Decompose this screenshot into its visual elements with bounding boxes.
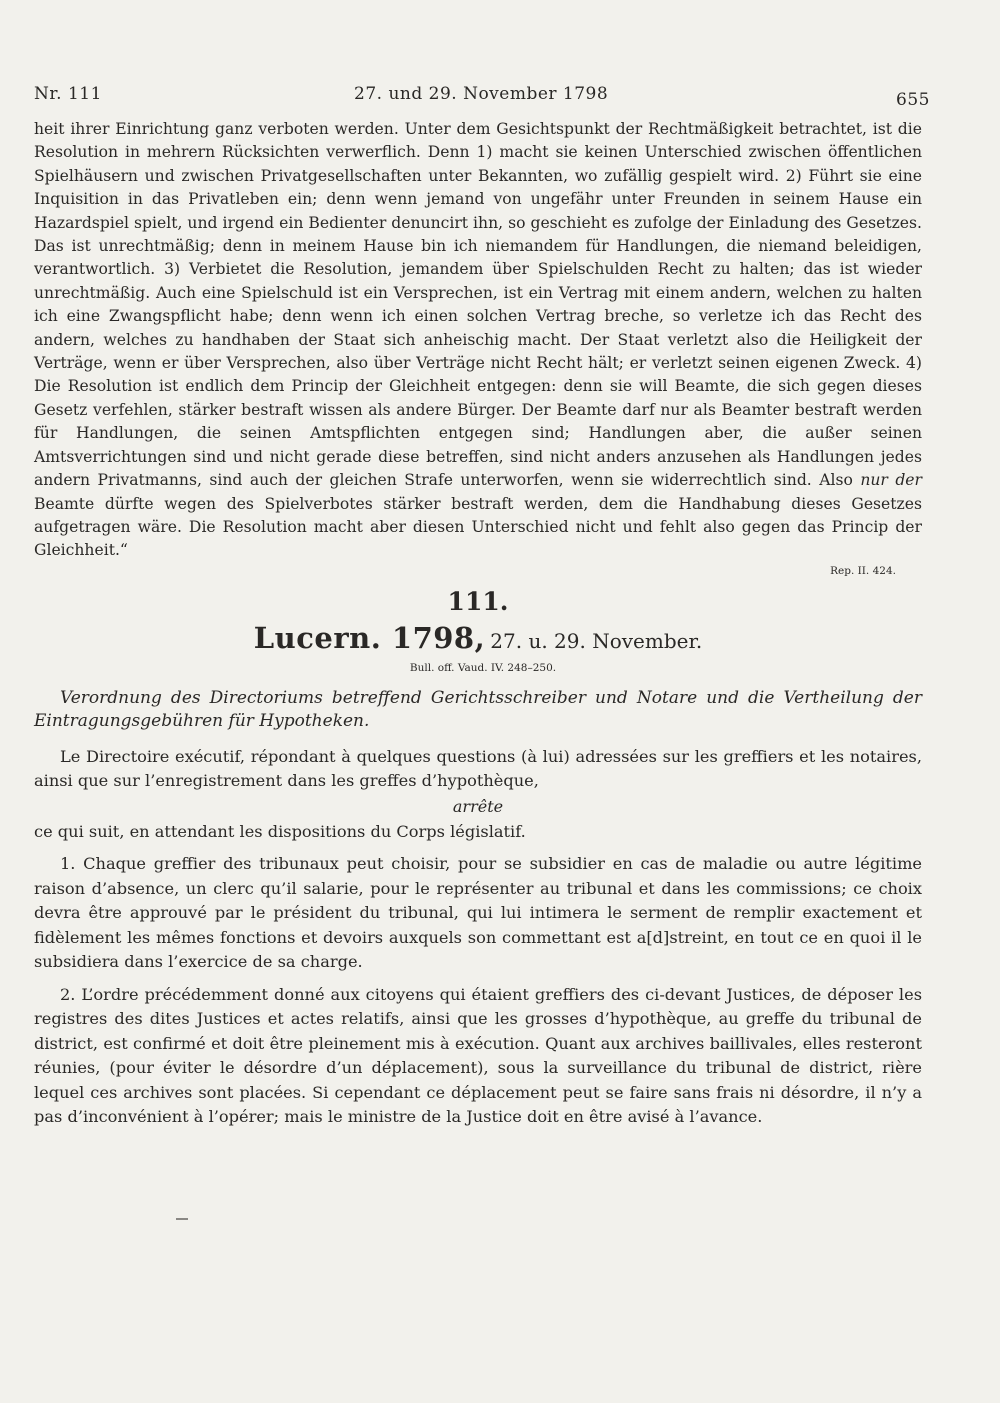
source-citation-previous: Rep. II. 424. xyxy=(830,564,896,577)
document-number-header: Nr. 111 xyxy=(34,84,102,104)
decree-preamble: Le Directoire exécutif, répondant à quelques questions (à lui) adressées sur les greffiers et les notaires, ainsi que sur l’enregistrement dans les greffes d’hypothèque, xyxy=(34,746,922,791)
decree-intro: ce qui suit, en attendant les dispositions du Corps législatif. xyxy=(34,821,526,841)
article-2: 2. L’ordre précédemment donné aux citoyens qui étaient greffiers des ci-devant Justices, de déposer les registres des dites Justices et actes relatifs, ainsi que les grosses d’hypothèque, au greffe du tribunal de district, est confirmé et doit être pleinement mis à exécution. Quant aux archives baillivales, elles resteront réunies, (pour éviter le désordre d’un déplacement), sous la surveillance du tribunal de district, rière lequel ces archives sont placées. Si cependant ce déplacement peut se faire sans frais ni désordre, il n’y a pas d’inconvénient à l’opérer; mais le ministre de la Justice doit en être avisé à l’avance. xyxy=(34,984,922,1127)
document-place-year: Lucern. 1798, xyxy=(253,620,486,655)
document-number: 111. xyxy=(447,586,509,616)
document-abstract: Verordnung des Directoriums betreffend Gerichtsschreiber und Notare und die Vertheilung der Eintragungsgebühren für Hypotheken. xyxy=(34,687,922,731)
date-header: 27. und 29. November 1798 xyxy=(354,84,609,104)
document-dates: 27. u. 29. November. xyxy=(490,628,703,653)
page-number: 655 xyxy=(896,90,930,110)
document-source: Bull. off. Vaud. IV. 248–250. xyxy=(409,661,557,674)
article-1: 1. Chaque greffier des tribunaux peut choisir, pour se subsidier en cas de maladie ou autre légitime raison d’absence, un clerc qu’il salarie, pour le représenter au tribunal et dans les commissions; ce choix devra être approuvé par le président du tribunal, qui lui intimera le serment de remplir exactement et fidèlement les mêmes fonctions et devoirs auxquels son commettant est a[d]streint, en tout ce en quoi il le subsidiera dans l’exercice de sa charge. xyxy=(34,854,922,972)
document-heading xyxy=(34,619,922,657)
previous-text-italic: nur der xyxy=(860,471,922,490)
previous-text-main: heit ihrer Einrichtung ganz verboten werden. Unter dem Gesichtspunkt der Rechtmäßigkeit betrachtet, ist die Resolution in mehrern Rücksichten verwerflich. Denn 1) macht sie keinen Unterschied zwischen öffentlichen Spielhäusern und zwischen Privatgesellschaften unter Bekannten, wo zufällig gespielt wird. 2) Führt sie eine Inquisition in das Privatleben ein; denn wenn jemand von ungefähr unter Freunden in seinem Hause ein Hazardspiel spielt, und irgend ein Bedienter denuncirt ihn, so geschieht es zufolge der Einladung des Gesetzes. Das ist unrechtmäßig; denn in meinem Hause bin ich niemandem für Handlungen, die niemand beleidigen, verantwortlich. 3) Verbietet die Resolution, jemandem über Spielschulden Recht zu halten; das ist wieder unrechtmäßig. Auch eine Spielschuld ist ein Versprechen, ist ein Vertrag mit einem andern, welchen zu halten ich eine Zwangspflicht habe; denn wenn ich einen solchen Vertrag breche, so verletze ich das Recht des andern, welches zu handhaben der Staat sich anheischig macht. Der Staat verletzt also die Heiligkeit der Verträge, wenn er über Versprechen, also über Verträge nicht Recht hält; er verletzt seinen eigenen Zweck. 4) Die Resolution ist endlich dem Princip der Gleichheit entgegen: denn sie will Beamte, die sich gegen dieses Gesetz verfehlen, stärker bestraft wissen als andere Bürger. Der Beamte darf nur als Beamter bestraft werden für Handlungen, die seinen Amtspflichten entgegen sind; Handlungen aber, die außer seinen Amtsverrichtungen sind und nicht gerade diese betreffen, sind nicht anders anzusehen als Handlungen jedes andern Privatmanns, sind auch der gleichen Strafe unterworfen, wenn sie widerrechtlich sind. Also xyxy=(34,120,922,490)
page-content xyxy=(34,84,930,1138)
decree-decision: arrête xyxy=(452,796,504,816)
page-mark xyxy=(176,1218,188,1220)
previous-document-text xyxy=(34,118,922,563)
previous-text-end: Beamte dürfte wegen des Spielverbotes stärker bestraft werden, dem die Handhabung dieses Gesetzes aufgetragen wäre. Die Resolution macht aber diesen Unterschied nicht und fehlt also gegen das Princip der Gleichheit.“ xyxy=(34,494,922,560)
running-head xyxy=(34,84,930,118)
